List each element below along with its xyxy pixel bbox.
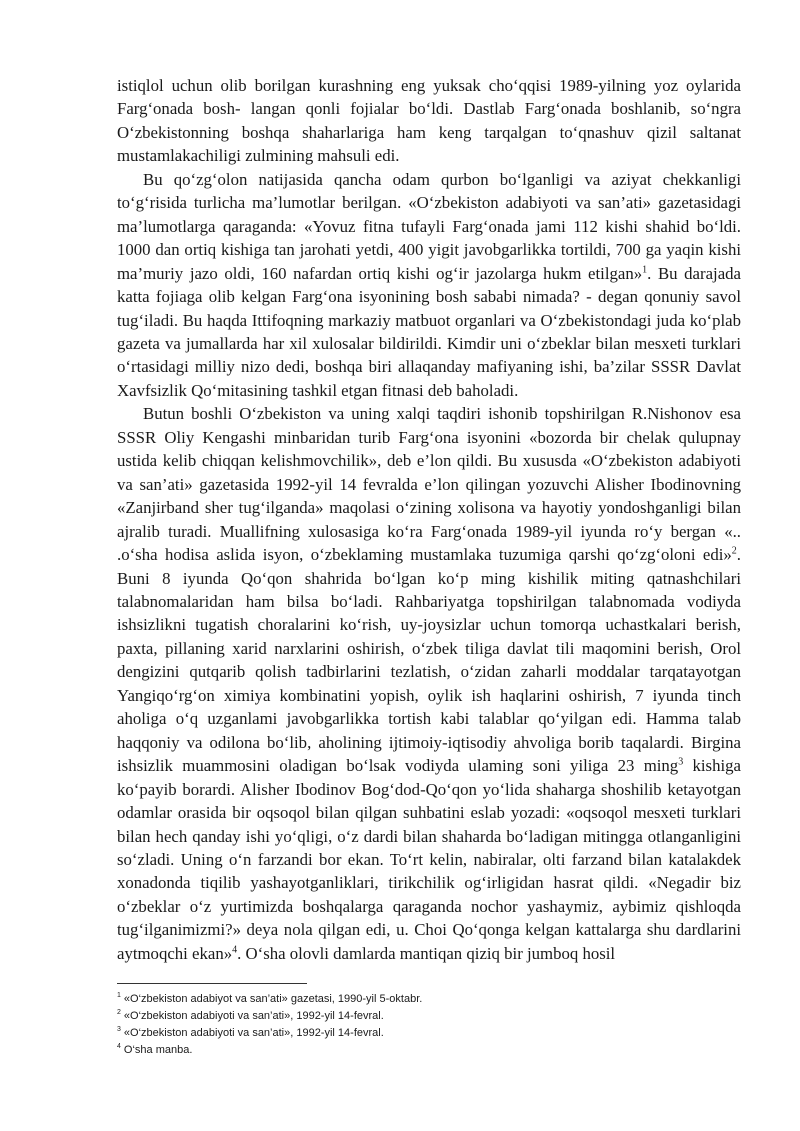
footnote [117,991,741,1008]
paragraph [117,74,741,168]
footnote-text: «O‘zbekiston adabiyoti va san’ati», 1992-yil 14-fevral. [123,1027,384,1039]
footnote-reference: 2 [731,545,737,557]
paragraph [117,168,741,403]
footnote-reference: 4 [232,944,238,956]
paragraph-text: Butun boshli O‘zbekiston va uning xalqi taqdiri ishonib topshirilgan R.Nishonov esa SSSR Oliy Kengashi minbaridan turib Farg‘ona isyonini «bozorda bir chelak qulupnay ustida kelib chiqqan kelishmovchilik», deb e’lon qildi. Bu xususda «O‘zbekiston adabiyoti va san’ati» gazetasida 1992-yil 14 fevralda e’lon qilingan yozuvchi Alisher Ibodinovning «Zanjirband sher tug‘ilganda» maqolasi o‘zining xolisona va hayotiy yondoshganligi bilan ajralib turadi. Muallifning xulosasiga ko‘ra Farg‘onada 1989-yil iyunda ro‘y bergan «.. .o‘sha hodisa aslida isyon, o‘zbeklaming mustamlaka tuzumiga qarshi qo‘zg‘oloni edi» [117,404,741,565]
paragraph-text: . O‘sha olovli damlarda mantiqan qiziq bir jumboq hosil [237,943,616,963]
paragraph-text: Bu qo‘zg‘olon natijasida qancha odam qurbon bo‘lganligi va aziyat chekkanligi to‘g‘risida turlicha ma’lumotlar berilgan. «O‘zbekiston adabiyoti va san’ati» gazetasidagi ma’lumotlarga qaraganda: «Yovuz fitna tufayli Farg‘onada jami 112 kishi shahid bo‘ldi. 1000 dan ortiq kishiga tan jarohati yetdi, 400 yigit javobgarlikka tortildi, 700 ga yaqin kishi ma’muriy jazo oldi, 160 nafardan ortiq kishi og‘ir jazolarga hukm etilgan» [117,169,741,283]
footnote-number: 3 [117,1026,121,1034]
footnote [117,1042,741,1059]
footnote-number: 4 [117,1043,121,1051]
footnote [117,1008,741,1025]
footnote-text: «O‘zbekiston adabiyoti va san’ati», 1992-yil 14-fevral. [123,1010,384,1022]
footnote-text: O‘sha manba. [123,1044,193,1056]
footnote-separator [117,983,307,984]
footnote-number: 2 [117,1009,121,1017]
paragraph-text: . Buni 8 iyunda Qo‘qon shahrida bo‘lgan ko‘p ming kishilik miting qatnashchilari talabnomalaridan ham bilsa bo‘ladi. Rahbariyatga topshirilgan talabnomada vodiyda ishsizlikni tugatish choralarini ko‘rish, uy-joysizlar uchun tomorqa uchastkalari berish, paxta, pillaning xarid narxlarini oshirish, o‘zbek tiliga davlat tili maqomini berish, Orol dengizini qutqarib qolish tadbirlarini tezlatish, o‘zidan zaharli moddalar tarqatayotgan Yangiqo‘rg‘on ximiya kombinatini yopish, oylik ish haqlarini oshirish, 7 iyunda tinch aholiga o‘q uzganlami javobgarlikka tortish kabi talablar qo‘yilgan edi. Hamma talab haqqoniy va odilona bo‘lib, aholining ijtimoiy-iqtisodiy ahvoliga borib taqalardi. Birgina ishsizlik muammosini oladigan bo‘lsak vodiyda ulaming soni yiliga 23 ming [117,545,741,776]
footnote-text: «O‘zbekiston adabiyot va san’ati» gazetasi, 1990-yil 5-oktabr. [123,993,423,1005]
paragraph-text: kishiga ko‘payib borardi. Alisher Ibodinov Bog‘dod-Qo‘qon yo‘lida shaharga shoshilib ketayotgan odamlar orasida bir oqsoqol bilan qilgan suhbatini eslab yozadi: «oqsoqol mesxeti turklari bilan hech qanday ishi yo‘qligi, o‘z dardi bilan shaharda bo‘ladigan mitingga otlanganligini so‘zladi. Uning o‘n farzandi bor ekan. To‘rt kelin, nabiralar, olti farzand bilan katalakdek xonadonda tiqilib yashayotganliklari, tirikchilik og‘irligidan hasrat qildi. «Negadir biz o‘zbeklar o‘z yurtimizda boshqalarga qaraganda nochor yashaymiz, aybimiz qishloqda tug‘ilganimizmi?» deya nola qilgan edi, u. Choi Qo‘qonga kelgan kattalarga shu dardlarini aytmoqchi ekan» [117,756,741,963]
footnotes [117,991,741,1059]
paragraph-text: istiqlol uchun olib borilgan kurashning eng yuksak cho‘qqisi 1989-yilning yoz oylarida Farg‘onada bosh- langan qonli fojialar bo‘ldi. Dastlab Farg‘onada boshlanib, so‘ngra O‘zbekistonning boshqa shaharlariga ham keng tarqalgan to‘qnashuv qizil saltanat mustamlakachiligi zulmining mahsuli edi. [117,76,741,166]
document-body [117,74,741,965]
paragraph-text: . Bu darajada katta fojiaga olib kelgan Farg‘ona isyonining bosh sababi nimada? - degan qonuniy savol tug‘iladi. Bu haqda Ittifoqning markaziy matbuot organlari va O‘zbekistondagi juda ko‘plab gazeta va jumallarda har xil xulosalar bildirildi. Kimdir uni o‘zbeklar bilan mesxeti turklari o‘rtasidagi milliy nizo dedi, boshqa biri allaqanday mafiyaning ishi, ba’zilar SSSR Davlat Xavfsizlik Qo‘mitasining tashkil etgan fitnasi deb baholadi. [117,263,741,400]
paragraph [117,402,741,965]
footnote-number: 1 [117,992,121,1000]
footnote-reference: 1 [642,264,648,276]
footnote-reference: 3 [678,756,684,768]
footnote [117,1025,741,1042]
